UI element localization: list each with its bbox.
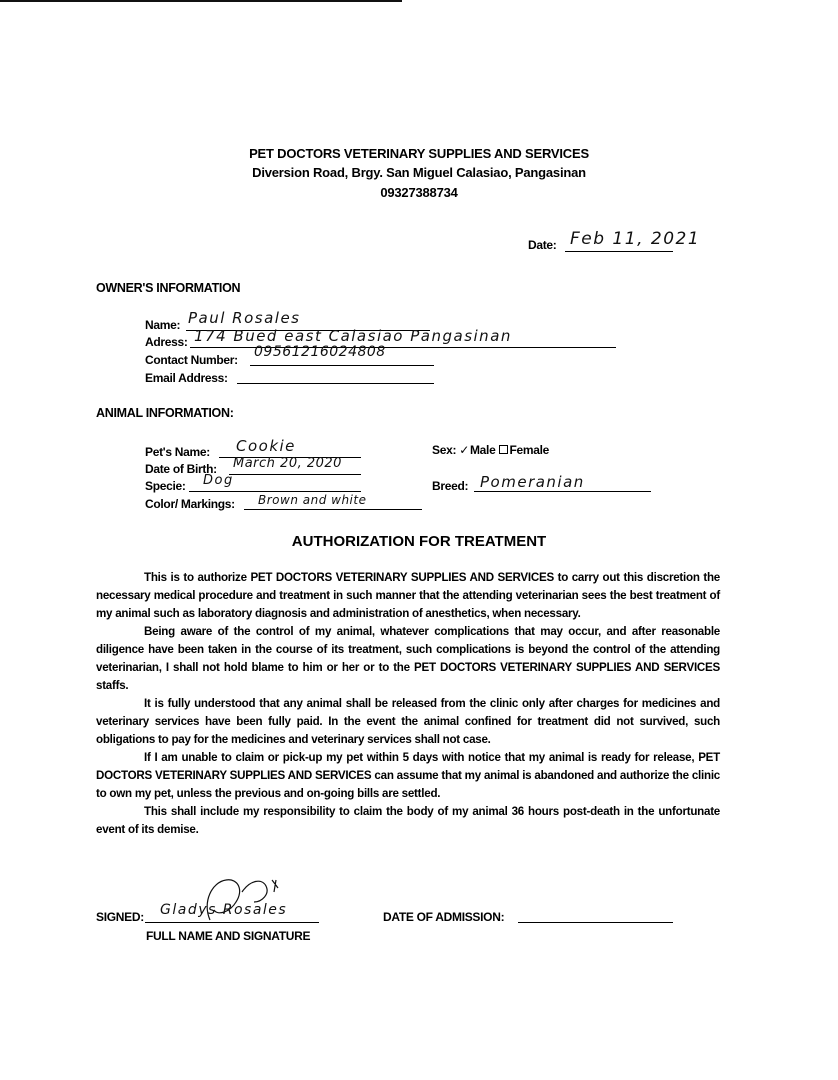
date-line bbox=[565, 251, 673, 252]
authorization-title: AUTHORIZATION FOR TREATMENT bbox=[291, 533, 547, 550]
dob-label: Date of Birth: bbox=[145, 462, 217, 476]
signature-name[interactable]: Gladys Rosales bbox=[160, 902, 288, 918]
signed-label: SIGNED: bbox=[96, 910, 144, 924]
animal-heading: ANIMAL INFORMATION: bbox=[96, 406, 234, 420]
color-value[interactable]: Brown and white bbox=[258, 493, 367, 507]
authorization-paragraph: It is fully understood that any animal shall be released from the clinic only after charges for medicines and veterinary services have been fully paid. In the event the animal confined for treatment did not survived, such obligations to pay for the medicines and veterinary services shall not case. bbox=[96, 697, 720, 746]
authorization-paragraph: Being aware of the control of my animal, whatever complications that may occur, and after reasonable diligence have been taken in the course of its treatment, such complications is beyond the control of the attending veterinarian, I shall not hold blame to him or her or to the PET DOCTORS VETERINARY SUPPLIES AND SERVICES staffs. bbox=[96, 625, 720, 692]
owner-email-line bbox=[237, 383, 434, 384]
female-checkbox[interactable] bbox=[499, 445, 508, 454]
owner-contact-line bbox=[250, 365, 434, 366]
owner-address-label: Adress: bbox=[145, 335, 188, 349]
authorization-body bbox=[96, 569, 720, 839]
owner-contact-value[interactable]: 09561216024808 bbox=[254, 344, 386, 360]
owner-name-value[interactable]: Paul Rosales bbox=[188, 309, 301, 327]
specie-label: Specie: bbox=[145, 479, 186, 493]
color-line bbox=[244, 509, 422, 510]
authorization-paragraph: This shall include my responsibility to claim the body of my animal 36 hours post-death in the unfortunate event of its demise. bbox=[96, 805, 720, 836]
sex-male-label: Male bbox=[469, 443, 496, 457]
signature-flourish-icon bbox=[192, 872, 288, 924]
specie-line bbox=[189, 491, 361, 492]
signature-caption: FULL NAME AND SIGNATURE bbox=[146, 929, 311, 943]
owner-email-label: Email Address: bbox=[145, 371, 228, 385]
sex-label: Sex: bbox=[432, 443, 457, 457]
admission-line bbox=[518, 922, 673, 923]
owner-address-value[interactable]: 174 Bued east Calasiao Pangasinan bbox=[194, 327, 512, 345]
sex-row bbox=[432, 443, 549, 457]
authorization-paragraph: This is to authorize PET DOCTORS VETERINARY SUPPLIES AND SERVICES to carry out this discretion the necessary medical procedure and treatment in such manner that the attending veterinarian sees the best treatment of my animal such as laboratory diagnosis and administration of anesthetics, when necessary. bbox=[96, 571, 720, 620]
breed-value[interactable]: Pomeranian bbox=[480, 473, 585, 491]
dob-value[interactable]: March 20, 2020 bbox=[233, 456, 342, 471]
specie-value[interactable]: Dog bbox=[203, 473, 234, 488]
owner-name-label: Name: bbox=[145, 318, 181, 332]
company-phone: 09327388734 bbox=[380, 185, 458, 200]
sex-female-label: Female bbox=[509, 443, 550, 457]
company-address: Diversion Road, Brgy. San Miguel Calasiao, Pangasinan bbox=[252, 165, 586, 180]
breed-label: Breed: bbox=[432, 479, 469, 493]
company-name: PET DOCTORS VETERINARY SUPPLIES AND SERVICES bbox=[249, 146, 589, 161]
breed-line bbox=[474, 491, 651, 492]
date-value[interactable]: Feb 11, 2021 bbox=[570, 229, 701, 249]
pet-name-value[interactable]: Cookie bbox=[236, 437, 296, 455]
color-label: Color/ Markings: bbox=[145, 497, 235, 511]
pet-name-label: Pet's Name: bbox=[145, 445, 210, 459]
authorization-paragraph: If I am unable to claim or pick-up my pet within 5 days with notice that my animal is ready for release, PET DOCTORS VETERINARY SUPPLIES AND SERVICES can assume that my animal is abandoned and authorize the clinic to own my pet, unless the previous and on-going bills are settled. bbox=[96, 751, 720, 800]
dob-line bbox=[229, 474, 361, 475]
date-label: Date: bbox=[528, 238, 557, 252]
owner-contact-label: Contact Number: bbox=[145, 353, 238, 367]
scan-edge-line bbox=[0, 0, 402, 2]
male-checkbox-checked[interactable]: ✓ bbox=[459, 443, 469, 457]
admission-label: DATE OF ADMISSION: bbox=[383, 910, 505, 924]
owner-heading: OWNER'S INFORMATION bbox=[96, 281, 241, 295]
